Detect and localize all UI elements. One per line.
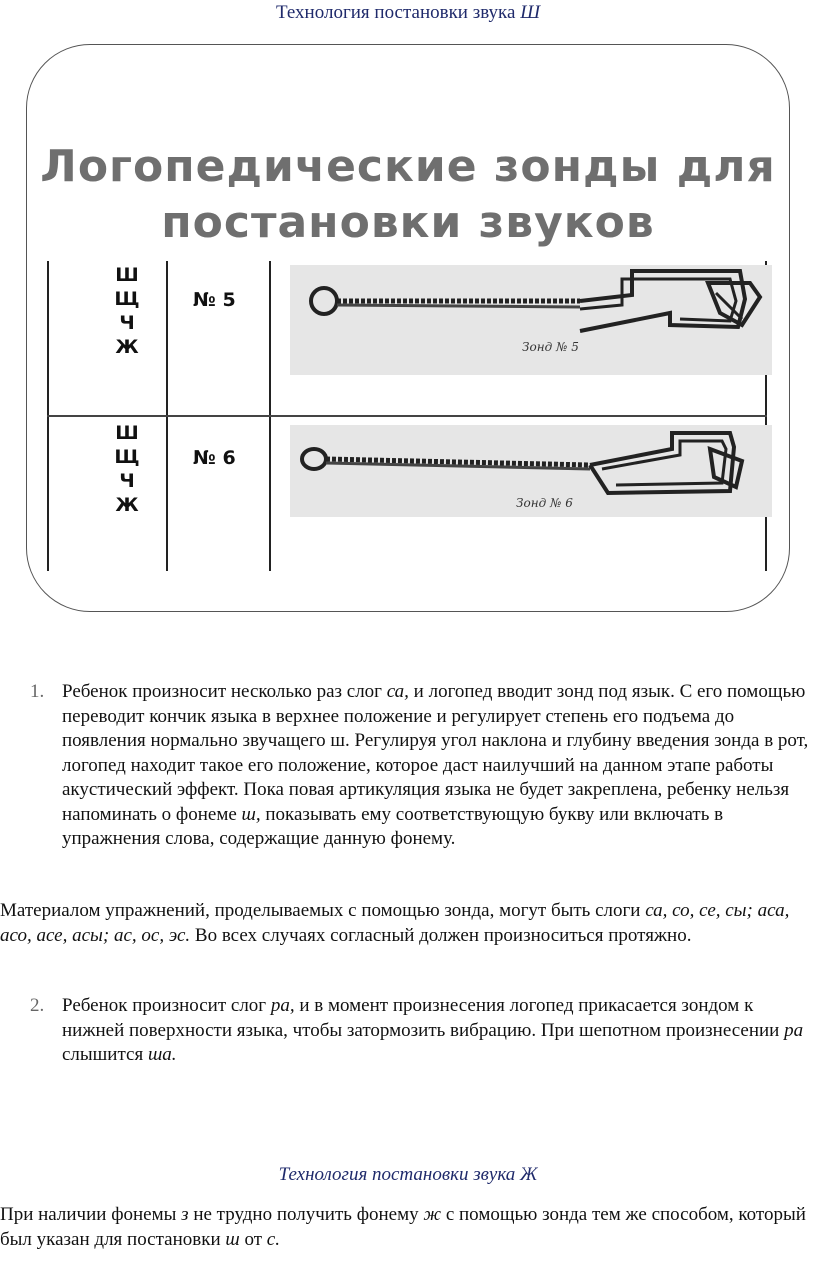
step-2: 2. Ребенок произносит слог ра, и в момент произнесения логопед прикасается зондом к нижней поверхности языка, чтобы затормозить вибрацию. При шепотном произнесении ра слышится ша. bbox=[30, 995, 804, 1065]
probe-6-caption: Зонд № 6 bbox=[516, 496, 573, 510]
probe-5-number: № 5 bbox=[193, 289, 236, 311]
probe-6-number: № 6 bbox=[193, 447, 236, 469]
probe-6-letters: Ш Щ Ч Ж bbox=[114, 422, 140, 516]
probe-5-illustration bbox=[290, 265, 772, 375]
header-letter: Ш bbox=[520, 2, 541, 23]
material-paragraph: Материалом упражнений, проделываемых с помощью зонда, могут быть слоги са, со, се, сы; аса, асо, асе, асы; ас, ос, эс. Во всех случаях согласный должен произноситься протяжно. bbox=[0, 900, 790, 946]
step-1: 1. Ребенок произносит несколько раз слог са, и логопед вводит зонд под язык. С его помощью переводит кончик языка в верхнее положение и регулирует степень его подъема до появления нормально звучащего ш. Регулируя угол наклона и глубину введения зонда в рот, логопед находит такое его положение, которое даст наилучший на данном этапе работы акустический эффект. Пока повая артикуляция языка не будет закреплена, ребенку нельзя напоминать о фонеме ш, показывать ему соответствующую букву или включать в упражнения слова, содержащие данную фонему. bbox=[30, 681, 809, 849]
probe-table bbox=[43, 261, 768, 571]
probe-6-illustration bbox=[290, 425, 772, 517]
section-heading-zh: Технология постановки звука Ж bbox=[278, 1164, 538, 1185]
final-paragraph: При наличии фонемы з не трудно получить фонему ж с помощью зонда тем же способом, который был указан для постановки ш от с. bbox=[0, 1204, 806, 1250]
steps-list-2 bbox=[0, 994, 816, 1068]
steps-list-1 bbox=[0, 680, 816, 852]
slide-title: Логопедические зонды для постановки звуков bbox=[40, 141, 776, 248]
page-header-title: Технология постановки звука Ш bbox=[275, 2, 541, 23]
probe-slide-image bbox=[26, 44, 790, 612]
probe-5-caption: Зонд № 5 bbox=[522, 340, 579, 354]
probe-5-letters: Ш Щ Ч Ж bbox=[114, 264, 140, 358]
